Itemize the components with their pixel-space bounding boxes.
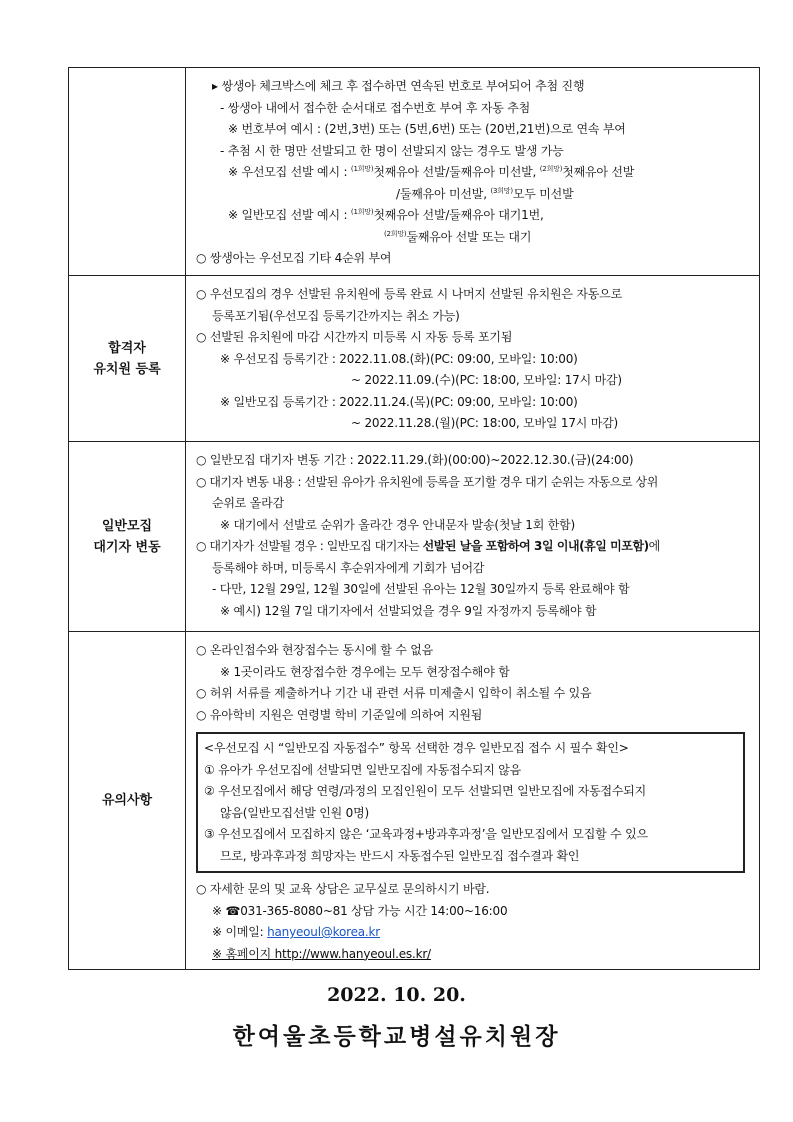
list-item: ○ 대기자 변동 내용 : 선발된 유아가 유치원에 등록을 포기할 경우 대기 순위는 자동으로 상위 [196,474,658,489]
choice-text: 모두 미선발 [512,186,574,201]
list-item: ○ 온라인접수와 현장접수는 동시에 할 수 없음 [196,643,434,657]
priority-label: ※ 우선모집 선발 예시 : [228,165,351,179]
twin-content [186,68,760,276]
list-item: ※ 번호부여 예시 : (2번,3번) 또는 (5번,6번) 또는 (20번,21번)으로 연속 부여 [228,122,626,136]
general-label: ※ 일반모집 선발 예시 : [228,208,351,222]
list-item: 등록포기됨(우선모집 등록기간까지는 취소 가능) [212,308,460,323]
list-item: ○ 일반모집 대기자 변동 기간 : 2022.11.29.(화)(00:00)~2022.12.30.(금)(24:00) [196,453,634,467]
phone-line: ※ ☎031-365-8080~81 상담 가능 시간 14:00~16:00 [212,903,508,918]
list-item: ○ 자세한 문의 및 교육 상담은 교무실로 문의하시기 바람. [196,882,490,896]
choice-text: 첫째유아 선발/둘째유아 대기1번, [373,208,544,222]
list-item: ○ 허위 서류를 제출하거나 기간 내 관련 서류 미제출시 입학이 취소될 수 있음 [196,686,592,700]
list-item: ※ 예시) 12월 7일 대기자에서 선발되었을 경우 9일 자정까지 등록해야 함 [220,603,597,618]
list-item: 므로, 방과후과정 희망자는 반드시 자동접수된 일반모집 접수결과 확인 [220,848,580,863]
list-item: ▸ 쌍생아 체크박스에 체크 후 접수하면 연속된 번호로 부여되어 추첨 진행 [212,79,585,93]
choice-text: /둘째유아 미선발, [396,186,491,201]
condition-bold: 선발된 날을 포함하여 3일 이내(휴일 미포함) [422,539,649,553]
list-item: ○ 선발된 유치원에 마감 시간까지 미등록 시 자동 등록 포기됨 [196,330,513,344]
notice-table [68,67,760,970]
choice-marker: (3희망) [490,186,513,195]
email-line [196,922,753,944]
choice-text: 첫째유아 선발 [562,165,635,179]
register-content [186,276,760,442]
list-item: 등록해야 하며, 미등록시 후순위자에게 기회가 넘어감 [212,560,485,575]
auto-apply-notice-box [196,732,745,873]
waitlist-content [186,442,760,632]
notes-content [186,632,760,970]
condition-text: ○ 대기자가 선발될 경우 : 일반모집 대기자는 [196,539,423,553]
list-item: ※ 대기에서 선발로 순위가 올라간 경우 안내문자 발송(첫날 1회 한함) [220,517,575,532]
row-header-line: 일반모집 [101,518,153,534]
list-item: - 다만, 12월 29일, 12월 30일에 선발된 유아는 12월 30일까지 등록 완료해야 함 [212,582,630,596]
row-header-line: 유의사항 [101,793,153,808]
list-item: ※ 우선모집 등록기간 : 2022.11.08.(화)(PC: 09:00, 모바일: 10:00) [220,351,578,366]
list-item: ② 우선모집에서 해당 연령/과정의 모집인원이 모두 선발되면 일반모집에 자동접수되지 [204,784,647,798]
choice-marker: (2희망) [539,165,563,173]
general-example-cont [196,227,753,249]
list-item: 순위로 올라감 [212,496,284,510]
list-item: ○ 유아학비 지원은 연령별 학비 기준일에 의하여 지원됨 [196,707,483,722]
list-item: 않음(일반모집선발 인원 0명) [220,805,369,820]
choice-text: 첫째유아 선발/둘째유아 미선발, [373,165,540,179]
email-link[interactable]: hanyeoul@korea.kr [267,925,381,939]
list-item: ① 유아가 우선모집에 선발되면 일반모집에 자동접수되지 않음 [204,762,522,777]
row-header-empty [69,68,186,276]
row-header-line: 유치원 등록 [93,361,161,377]
choice-marker: (1희망) [350,208,374,216]
choice-marker: (2희망) [384,229,407,238]
table-row [69,632,760,970]
list-item: - 추첨 시 한 명만 선발되고 한 명이 선발되지 않는 경우도 발생 가능 [220,143,564,158]
condition-text: 에 [648,539,660,553]
email-label: ※ 이메일: [212,925,268,939]
list-item: ~ 2022.11.28.(월)(PC: 18:00, 모바일 17시 마감) [351,416,619,430]
list-item: ○ 쌍생아는 우선모집 기타 4순위 부여 [196,251,392,265]
table-row [69,68,760,276]
list-item: ~ 2022.11.09.(수)(PC: 18:00, 모바일: 17시 마감) [351,373,622,387]
row-header-notes [69,632,186,970]
list-item: ③ 우선모집에서 모집하지 않은 ‘교육과정+방과후과정’을 일반모집에서 모집할 수 있으 [204,827,648,841]
priority-example [196,162,753,184]
row-header-line: 합격자 [108,340,146,356]
signer-name: 한여울초등학교병설유치원장 [232,1023,561,1050]
table-row [69,442,760,632]
table-row [69,276,760,442]
row-header-waitlist [69,442,186,632]
list-item: ※ 일반모집 등록기간 : 2022.11.24.(목)(PC: 09:00, 모바일: 10:00) [220,394,578,409]
list-item: ○ 우선모집의 경우 선발된 유치원에 등록 완료 시 나머지 선발된 유치원은 자동으로 [196,287,622,301]
priority-example-cont [196,184,753,206]
row-header-register [69,276,186,442]
general-example [196,205,753,227]
waitlist-condition [196,536,753,558]
choice-text: 둘째유아 선발 또는 대기 [406,229,532,244]
homepage-line: ※ 홈페이지 http://www.hanyeoul.es.kr/ [212,946,431,961]
row-header-line: 대기자 변동 [93,539,161,555]
choice-marker: (1희망) [350,165,374,173]
box-title: <우선모집 시 “일반모집 자동접수” 항목 선택한 경우 일반모집 접수 시 필수 확인> [204,741,629,755]
list-item: ※ 1곳이라도 현장접수한 경우에는 모두 현장접수해야 함 [220,664,510,679]
list-item: - 쌍생아 내에서 접수한 순서대로 접수번호 부여 후 자동 추첨 [220,100,531,115]
document-date: 2022. 10. 20. [327,984,466,1006]
